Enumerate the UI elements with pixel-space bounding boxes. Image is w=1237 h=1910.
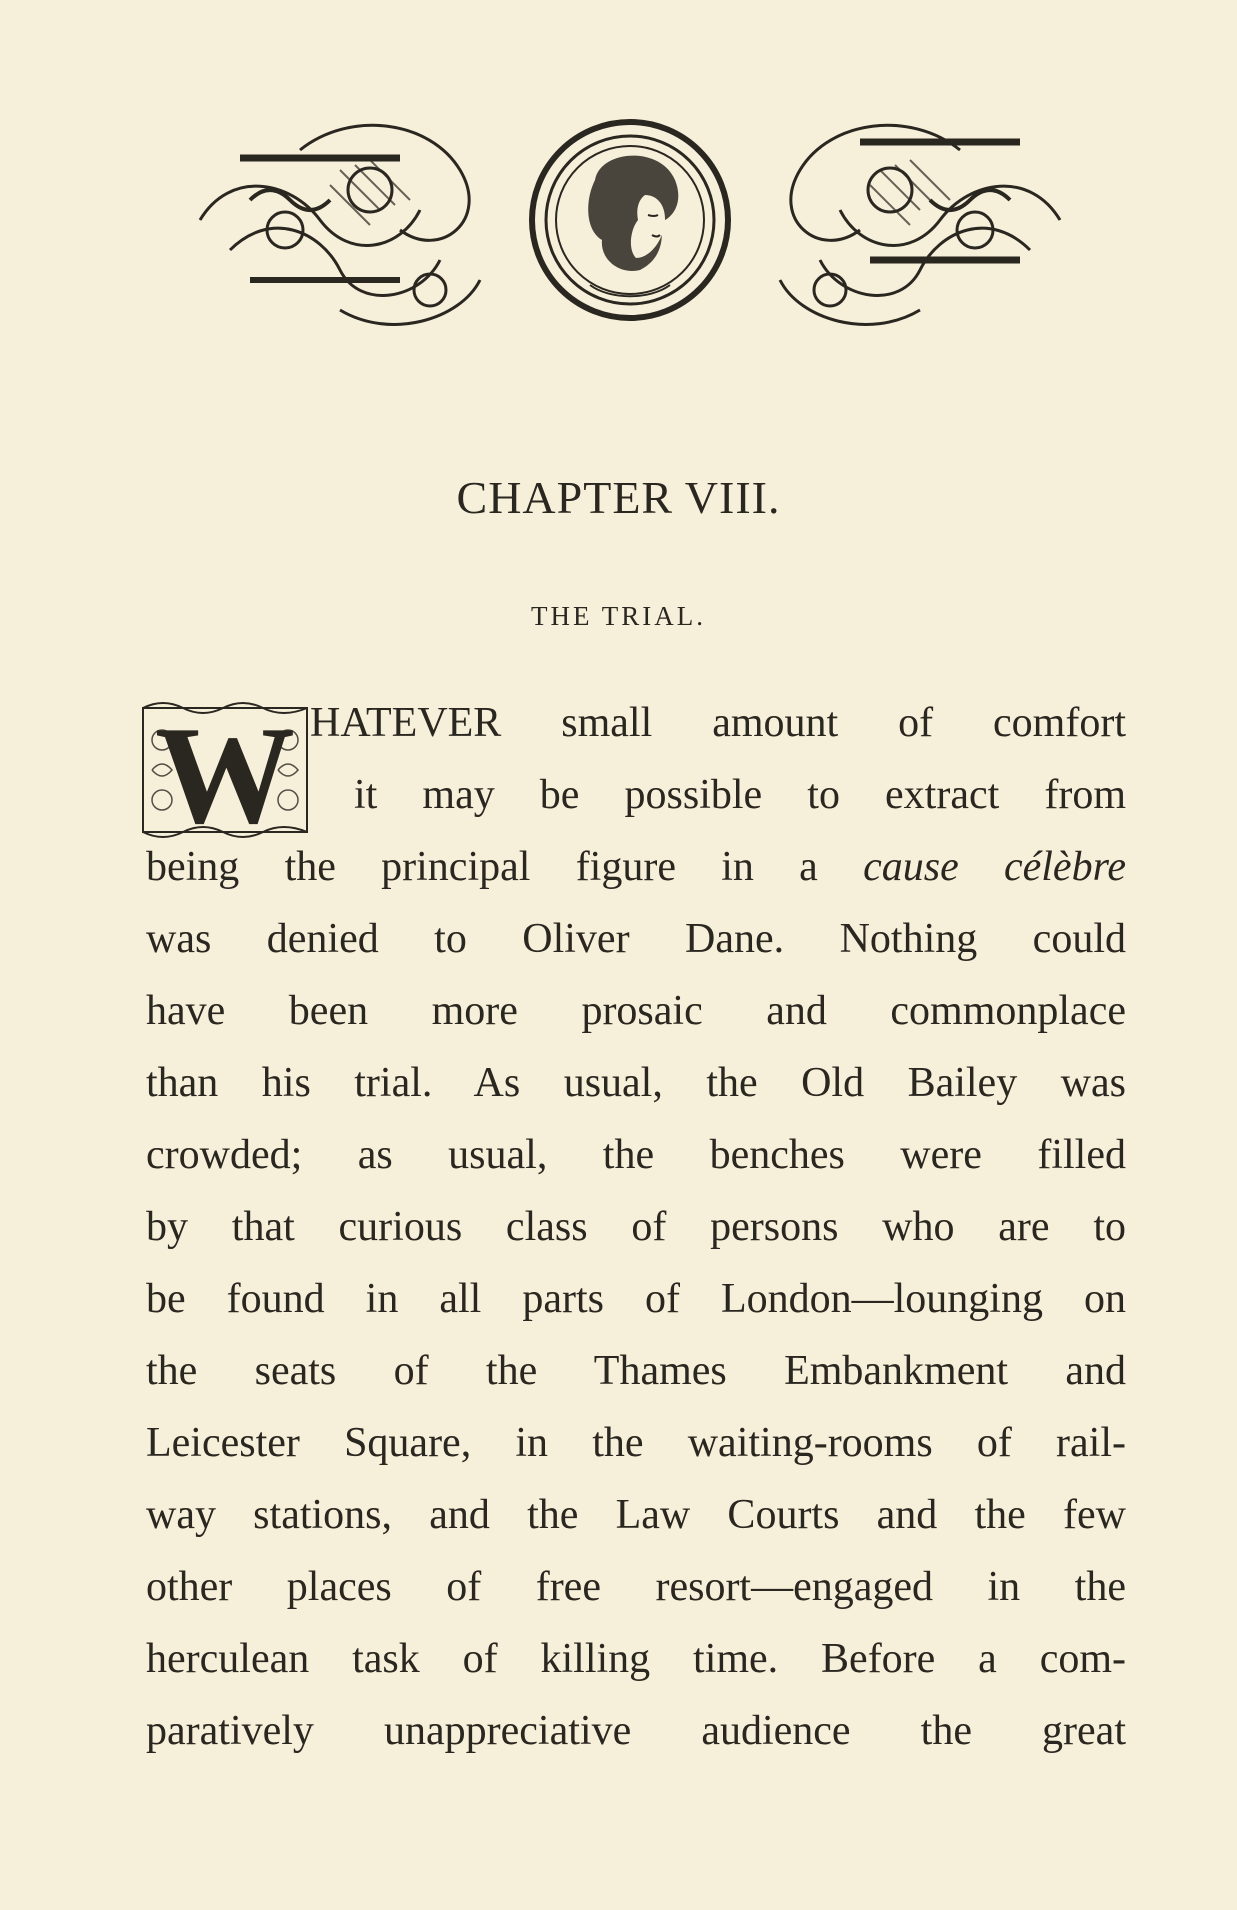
- text-line-3: [146, 846, 1126, 888]
- text-line-11: Leicester Square, in the waiting-rooms of rail-: [146, 1420, 1126, 1466]
- text-line-13: other places of free resort—engaged in the: [146, 1564, 1126, 1610]
- text-line-5: have been more prosaic and commonplace: [146, 988, 1126, 1034]
- text-line-2: it may be possible to extract from: [354, 772, 1126, 818]
- text-line-12: way stations, and the Law Courts and the few: [146, 1492, 1126, 1538]
- ornamental-headpiece: [190, 110, 1070, 335]
- chapter-heading: CHAPTER VIII.: [456, 472, 781, 523]
- text-line-7: crowded; as usual, the benches were filled: [146, 1132, 1126, 1178]
- text-line-10: the seats of the Thames Embankment and: [146, 1348, 1126, 1394]
- text-line-15: paratively unappreciative audience the great: [146, 1708, 1126, 1754]
- text-line-3-roman: being the principal figure in a: [146, 844, 864, 890]
- text-line-8: by that curious class of persons who are to: [146, 1204, 1126, 1250]
- text-line-4: was denied to Oliver Dane. Nothing could: [146, 916, 1126, 962]
- drop-cap-ornament: [140, 700, 310, 840]
- drop-cap-letter: W: [155, 700, 295, 840]
- text-line-6: than his trial. As usual, the Old Bailey was: [146, 1060, 1126, 1106]
- italic-phrase: cause célèbre: [863, 844, 1126, 890]
- chapter-subtitle: THE TRIAL.: [531, 601, 706, 631]
- text-line-9: be found in all parts of London—lounging on: [146, 1276, 1126, 1322]
- text-line-14: herculean task of killing time. Before a com-: [146, 1636, 1126, 1682]
- text-line-1: HATEVER small amount of comfort: [310, 700, 1126, 746]
